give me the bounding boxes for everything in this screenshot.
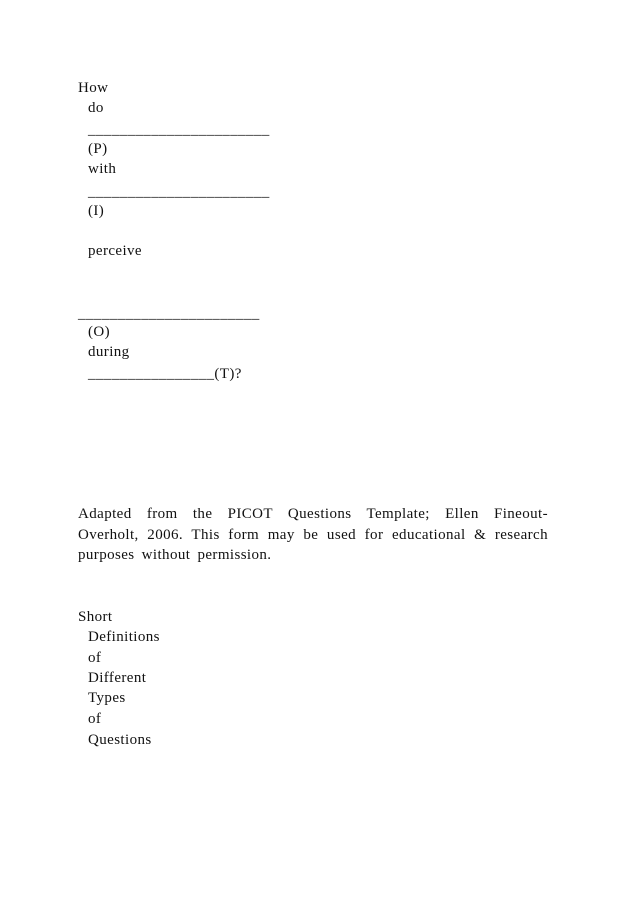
heading-word-of-2: of [88, 711, 102, 727]
word-perceive: perceive [88, 243, 142, 259]
word-how: How [78, 80, 109, 96]
attribution-paragraph: Adapted from the PICOT Questions Template; Ellen Fineout-Overholt, 2006. This form may be used for educational & research purposes without permission. [78, 506, 548, 563]
marker-outcome: (O) [88, 324, 111, 340]
word-with: with [88, 161, 117, 177]
heading-word-different: Different [88, 670, 147, 686]
heading-word-short: Short [78, 609, 113, 625]
blank-time: ________________(T)? [88, 366, 242, 382]
word-during: during [88, 344, 130, 360]
marker-population: (P) [88, 141, 108, 157]
heading-word-definitions: Definitions [88, 629, 160, 645]
heading-word-of: of [88, 650, 102, 666]
blank-outcome: _______________________ [78, 306, 260, 322]
heading-word-questions: Questions [88, 732, 152, 748]
heading-word-types: Types [88, 690, 126, 706]
blank-population: _______________________ [88, 122, 270, 138]
marker-intervention: (I) [88, 203, 105, 219]
blank-intervention: _______________________ [88, 184, 270, 200]
word-do: do [88, 100, 104, 116]
